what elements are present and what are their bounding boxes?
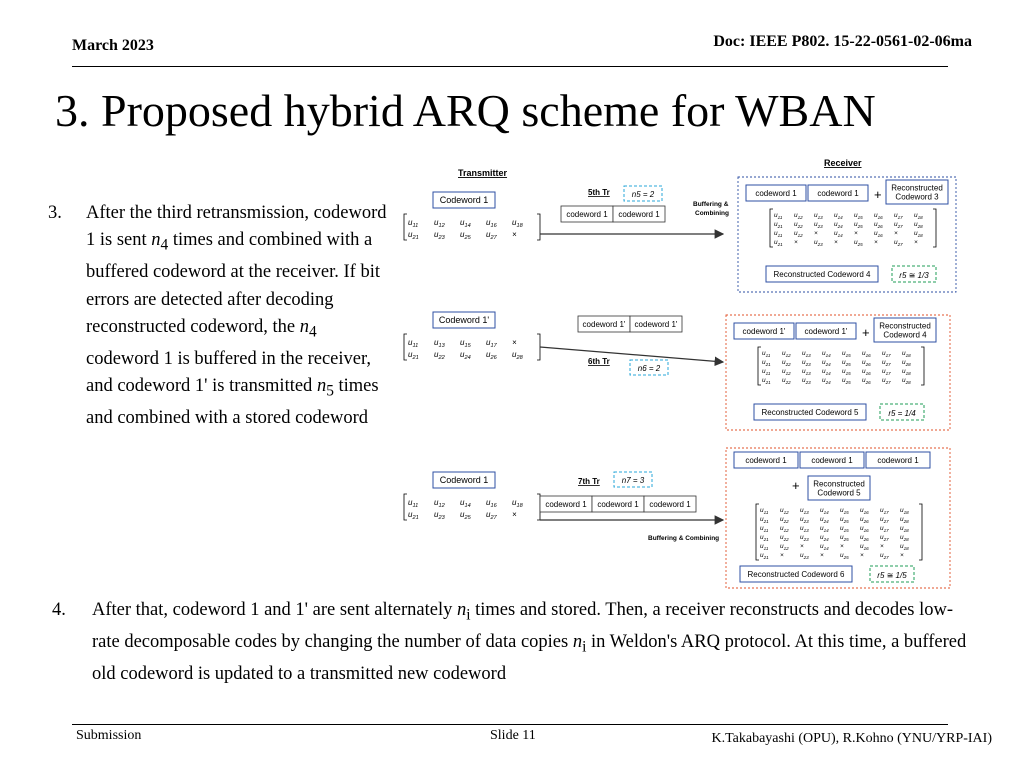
footer-divider [72, 724, 948, 725]
matrix-cell: $u_{21}$ [774, 221, 783, 229]
rate-label: r5 ≅ 1/5 [877, 571, 907, 580]
svg-text:codeword 1: codeword 1 [877, 456, 919, 465]
matrix-cell: $u_{21}$ [760, 552, 769, 560]
matrix-cell: $u_{14}$ [822, 350, 831, 358]
matrix-cell: $u_{16}$ [860, 507, 869, 515]
matrix-cell: $u_{26}$ [486, 350, 497, 361]
rx-codeword [796, 323, 856, 339]
tx-matrix [404, 494, 540, 521]
matrix-cell: $u_{17}$ [882, 350, 891, 358]
matrix-cell: $u_{15}$ [840, 525, 849, 533]
matrix-cell: $u_{17}$ [882, 368, 891, 376]
svg-text:Codeword 4: Codeword 4 [883, 330, 927, 340]
rx-codeword [734, 323, 794, 339]
matrix-cell: $u_{25}$ [840, 534, 849, 542]
n-copies-label: n7 = 3 [621, 476, 645, 485]
matrix-cell: $u_{25}$ [842, 377, 851, 385]
matrix-cell: $u_{21}$ [762, 377, 771, 385]
matrix-cell: $u_{18}$ [512, 498, 523, 509]
rx-reconstructed [808, 476, 870, 500]
matrix-cell: $u_{11}$ [760, 543, 769, 551]
combining-label: Combining [695, 210, 729, 217]
matrix-cell: $u_{27}$ [880, 534, 889, 542]
rx-codeword [734, 452, 798, 468]
matrix-cell: $u_{23}$ [434, 230, 445, 241]
matrix-cell: $u_{24}$ [822, 377, 831, 385]
matrix-cell: $u_{21}$ [408, 350, 419, 361]
receiver-label: Receiver [824, 158, 862, 168]
buffering-combining-label: Buffering & Combining [648, 535, 720, 542]
matrix-cell: $u_{17}$ [880, 525, 889, 533]
plus-sign: + [874, 187, 882, 202]
matrix-cell: $u_{28}$ [512, 350, 523, 361]
matrix-cell: $u_{13}$ [802, 350, 811, 358]
svg-text:codeword 1': codeword 1' [804, 327, 848, 336]
matrix-cell: $u_{21}$ [408, 510, 419, 521]
sent-codewords [540, 496, 696, 512]
svg-text:Reconstructed: Reconstructed [879, 321, 931, 331]
matrix-cell: $u_{12}$ [794, 212, 803, 220]
sent-codeword-label: codeword 1 [597, 500, 639, 509]
matrix-cell: × [834, 239, 838, 246]
matrix-cell: $u_{16}$ [862, 368, 871, 376]
rx-reconstructed [874, 318, 936, 342]
matrix-cell: $u_{22}$ [780, 516, 789, 524]
matrix-cell: × [880, 543, 884, 550]
matrix-cell: $u_{11}$ [774, 212, 783, 220]
svg-text:Reconstructed: Reconstructed [813, 479, 865, 489]
matrix-cell: $u_{16}$ [486, 218, 497, 229]
matrix-cell: $u_{21}$ [408, 230, 419, 241]
matrix-cell: $u_{12}$ [794, 230, 803, 238]
matrix-cell: $u_{23}$ [800, 534, 809, 542]
matrix-cell: × [820, 552, 824, 559]
rx-codeword [808, 185, 868, 201]
matrix-cell: $u_{17}$ [880, 507, 889, 515]
matrix-cell: $u_{16}$ [860, 543, 869, 551]
transmission-row [404, 177, 956, 292]
matrix-cell: × [800, 543, 804, 550]
matrix-cell: $u_{18}$ [900, 507, 909, 515]
matrix-cell: × [512, 230, 517, 239]
svg-text:Codeword 3: Codeword 3 [895, 192, 939, 202]
matrix-cell: $u_{25}$ [854, 239, 863, 247]
matrix-cell: $u_{18}$ [900, 543, 909, 551]
rx-codeword [800, 452, 864, 468]
tr-label: 6th Tr [588, 357, 610, 366]
matrix-cell: $u_{21}$ [760, 534, 769, 542]
rx-result [766, 266, 878, 282]
matrix-cell: $u_{18}$ [902, 350, 911, 358]
rate-label: r5 = 1/4 [888, 409, 916, 418]
matrix-cell: $u_{12}$ [780, 543, 789, 551]
matrix-cell: $u_{22}$ [782, 359, 791, 367]
matrix-cell: × [840, 543, 844, 550]
matrix-cell: × [512, 338, 517, 347]
svg-text:Codeword 1: Codeword 1 [439, 475, 489, 485]
matrix-cell: $u_{11}$ [762, 368, 771, 376]
footer-authors: K.Takabayashi (OPU), R.Kohno (YNU/YRP-IAI) [711, 731, 992, 746]
svg-text:Codeword 1: Codeword 1 [439, 195, 489, 205]
svg-text:Reconstructed: Reconstructed [891, 183, 943, 193]
sent-codewords [561, 206, 665, 222]
matrix-cell: $u_{17}$ [486, 338, 497, 349]
svg-text:codeword 1: codeword 1 [755, 189, 797, 198]
matrix-cell: $u_{27}$ [894, 221, 903, 229]
matrix-cell: $u_{25}$ [460, 230, 471, 241]
matrix-cell: $u_{12}$ [782, 368, 791, 376]
matrix-cell: $u_{11}$ [762, 350, 771, 358]
matrix-cell: $u_{28}$ [914, 221, 923, 229]
tr-label: 5th Tr [588, 188, 610, 197]
svg-text:codeword 1: codeword 1 [811, 456, 853, 465]
matrix-cell: $u_{15}$ [842, 368, 851, 376]
matrix-cell: $u_{16}$ [874, 230, 883, 238]
codeword-label [433, 472, 495, 488]
matrix-cell: $u_{18}$ [902, 368, 911, 376]
matrix-cell: $u_{13}$ [434, 338, 445, 349]
matrix-cell: $u_{13}$ [802, 368, 811, 376]
matrix-cell: $u_{27}$ [486, 230, 497, 241]
transmission-row [404, 312, 950, 430]
footer-submission: Submission [76, 728, 142, 743]
matrix-cell: $u_{11}$ [760, 525, 769, 533]
matrix-cell: $u_{23}$ [800, 552, 809, 560]
matrix-cell: $u_{25}$ [842, 359, 851, 367]
rx-reconstructed [886, 180, 948, 204]
slide-title: 3. Proposed hybrid ARQ scheme for WBAN [55, 85, 876, 136]
matrix-cell: $u_{13}$ [800, 525, 809, 533]
svg-text:Reconstructed Codeword 5: Reconstructed Codeword 5 [761, 408, 859, 417]
plus-sign: + [792, 478, 800, 493]
matrix-cell: × [914, 239, 918, 246]
svg-text:Codeword 1': Codeword 1' [438, 315, 490, 325]
matrix-cell: $u_{22}$ [434, 350, 445, 361]
matrix-cell: $u_{14}$ [820, 543, 829, 551]
matrix-cell: × [780, 552, 784, 559]
matrix-cell: $u_{23}$ [814, 221, 823, 229]
matrix-cell: $u_{24}$ [822, 359, 831, 367]
n-copies-label: n6 = 2 [637, 364, 661, 373]
matrix-cell: $u_{27}$ [882, 377, 891, 385]
rx-result [740, 566, 852, 582]
matrix-cell: $u_{13}$ [800, 507, 809, 515]
matrix-cell: $u_{16}$ [486, 498, 497, 509]
matrix-cell: $u_{11}$ [408, 218, 419, 229]
matrix-cell: $u_{27}$ [880, 552, 889, 560]
svg-text:Reconstructed Codeword 6: Reconstructed Codeword 6 [747, 570, 845, 579]
matrix-cell: $u_{11}$ [760, 507, 769, 515]
matrix-cell: $u_{27}$ [894, 239, 903, 247]
matrix-cell: $u_{25}$ [460, 510, 471, 521]
matrix-cell: $u_{28}$ [900, 516, 909, 524]
matrix-cell: × [900, 552, 904, 559]
matrix-cell: $u_{25}$ [840, 516, 849, 524]
list-item-3 [48, 200, 388, 432]
matrix-cell: $u_{26}$ [862, 377, 871, 385]
matrix-cell: $u_{12}$ [780, 507, 789, 515]
rx-codeword [866, 452, 930, 468]
transmission-row [404, 448, 950, 588]
list-item-4 [52, 597, 972, 688]
buffering-label: Buffering & [693, 201, 729, 208]
sent-codeword-label: codeword 1 [649, 500, 691, 509]
matrix-cell: $u_{27}$ [880, 516, 889, 524]
matrix-cell: $u_{15}$ [854, 212, 863, 220]
matrix-cell: $u_{26}$ [862, 359, 871, 367]
svg-text:codeword 1: codeword 1 [817, 189, 859, 198]
matrix-cell: $u_{12}$ [780, 525, 789, 533]
svg-text:Reconstructed Codeword 4: Reconstructed Codeword 4 [773, 270, 871, 279]
header-date: March 2023 [72, 37, 154, 54]
sent-codewords [578, 316, 682, 332]
matrix-cell: $u_{28}$ [900, 534, 909, 542]
list-item-text: After that, codeword 1 and 1' are sent alternately $n_i$ times and stored. Then, a receiver reconstructs and decodes low-rate decomposable codes by changing the number of data copies $n_i$ in Weldon's ARQ protocol. At this time, a buffered old codeword is updated to a transmitted new codeword [92, 600, 967, 684]
matrix-cell: $u_{18}$ [512, 218, 523, 229]
matrix-cell: $u_{26}$ [860, 516, 869, 524]
sent-codeword-label: codeword 1 [618, 210, 660, 219]
matrix-cell: $u_{16}$ [874, 212, 883, 220]
matrix-cell: $u_{15}$ [842, 350, 851, 358]
matrix-cell: × [814, 230, 818, 237]
tx-matrix [404, 214, 540, 241]
sent-codeword-label: codeword 1' [582, 320, 626, 329]
list-item-text: After the third retransmission, codeword 1 is sent $n_4$ times and combined with a buffered codeword at the receiver. If bit errors are detected after decoding reconstructed codeword, the $n_4$ codeword 1 is buffered in the receiver, and codeword 1' is transmitted $n_5$ times and combined with a stored codeword [86, 203, 387, 429]
svg-text:codeword 1': codeword 1' [742, 327, 786, 336]
matrix-cell: $u_{23}$ [802, 359, 811, 367]
codeword-label [433, 312, 495, 328]
matrix-cell: $u_{15}$ [460, 338, 471, 349]
tx-matrix [404, 334, 540, 361]
header-doc-id: Doc: IEEE P802. 15-22-0561-02-06ma [713, 33, 972, 50]
matrix-cell: $u_{14}$ [820, 507, 829, 515]
matrix-cell: $u_{14}$ [460, 498, 471, 509]
matrix-cell: $u_{12}$ [434, 218, 445, 229]
rate-label: r5 ≅ 1/3 [899, 271, 929, 280]
matrix-cell: $u_{23}$ [802, 377, 811, 385]
matrix-cell: $u_{26}$ [860, 534, 869, 542]
matrix-cell: $u_{24}$ [834, 221, 843, 229]
matrix-cell: $u_{14}$ [822, 368, 831, 376]
matrix-cell: $u_{14}$ [834, 212, 843, 220]
matrix-cell: $u_{13}$ [814, 212, 823, 220]
footer-slide-number: Slide 11 [490, 728, 536, 743]
matrix-cell: $u_{18}$ [914, 212, 923, 220]
matrix-cell: $u_{28}$ [902, 377, 911, 385]
matrix-cell: × [794, 239, 798, 246]
matrix-cell: × [512, 510, 517, 519]
matrix-cell: $u_{21}$ [760, 516, 769, 524]
matrix-cell: $u_{23}$ [434, 510, 445, 521]
matrix-cell: $u_{24}$ [820, 516, 829, 524]
matrix-cell: $u_{14}$ [834, 230, 843, 238]
tr-label: 7th Tr [578, 477, 600, 486]
matrix-cell: $u_{22}$ [780, 534, 789, 542]
matrix-cell: $u_{18}$ [900, 525, 909, 533]
svg-text:codeword 1: codeword 1 [745, 456, 787, 465]
matrix-cell: $u_{25}$ [840, 552, 849, 560]
matrix-cell: $u_{14}$ [820, 525, 829, 533]
matrix-cell: $u_{25}$ [854, 221, 863, 229]
matrix-cell: × [860, 552, 864, 559]
matrix-cell: $u_{27}$ [486, 510, 497, 521]
matrix-cell: $u_{24}$ [820, 534, 829, 542]
n-copies-label: n5 = 2 [631, 190, 655, 199]
matrix-cell: $u_{16}$ [860, 525, 869, 533]
matrix-cell: $u_{23}$ [800, 516, 809, 524]
sent-codeword-label: codeword 1' [634, 320, 678, 329]
matrix-cell: $u_{22}$ [794, 221, 803, 229]
matrix-cell: $u_{23}$ [814, 239, 823, 247]
matrix-cell: × [894, 230, 898, 237]
sent-codeword-label: codeword 1 [566, 210, 608, 219]
plus-sign: + [862, 325, 870, 340]
matrix-cell: $u_{21}$ [762, 359, 771, 367]
matrix-cell: $u_{12}$ [434, 498, 445, 509]
matrix-cell: $u_{26}$ [874, 221, 883, 229]
matrix-cell: $u_{22}$ [782, 377, 791, 385]
arq-diagram [398, 152, 958, 592]
matrix-cell: $u_{11}$ [408, 498, 419, 509]
matrix-cell: $u_{27}$ [882, 359, 891, 367]
matrix-cell: $u_{28}$ [902, 359, 911, 367]
matrix-cell: $u_{24}$ [460, 350, 471, 361]
matrix-cell: $u_{11}$ [774, 230, 783, 238]
list-number: 4. [52, 600, 66, 620]
matrix-cell: $u_{14}$ [460, 218, 471, 229]
svg-text:Codeword 5: Codeword 5 [817, 488, 861, 498]
matrix-cell: $u_{15}$ [840, 507, 849, 515]
rx-codeword [746, 185, 806, 201]
list-number: 3. [48, 203, 62, 223]
matrix-cell: × [874, 239, 878, 246]
matrix-cell: × [854, 230, 858, 237]
matrix-cell: $u_{12}$ [782, 350, 791, 358]
matrix-cell: $u_{17}$ [894, 212, 903, 220]
matrix-cell: $u_{16}$ [862, 350, 871, 358]
rx-result [754, 404, 866, 420]
matrix-cell: $u_{21}$ [774, 239, 783, 247]
matrix-cell: $u_{11}$ [408, 338, 419, 349]
transmitter-label: Transmitter [458, 168, 508, 178]
sent-codeword-label: codeword 1 [545, 500, 587, 509]
codeword-label [433, 192, 495, 208]
matrix-cell: $u_{18}$ [914, 230, 923, 238]
header-divider [72, 66, 948, 67]
